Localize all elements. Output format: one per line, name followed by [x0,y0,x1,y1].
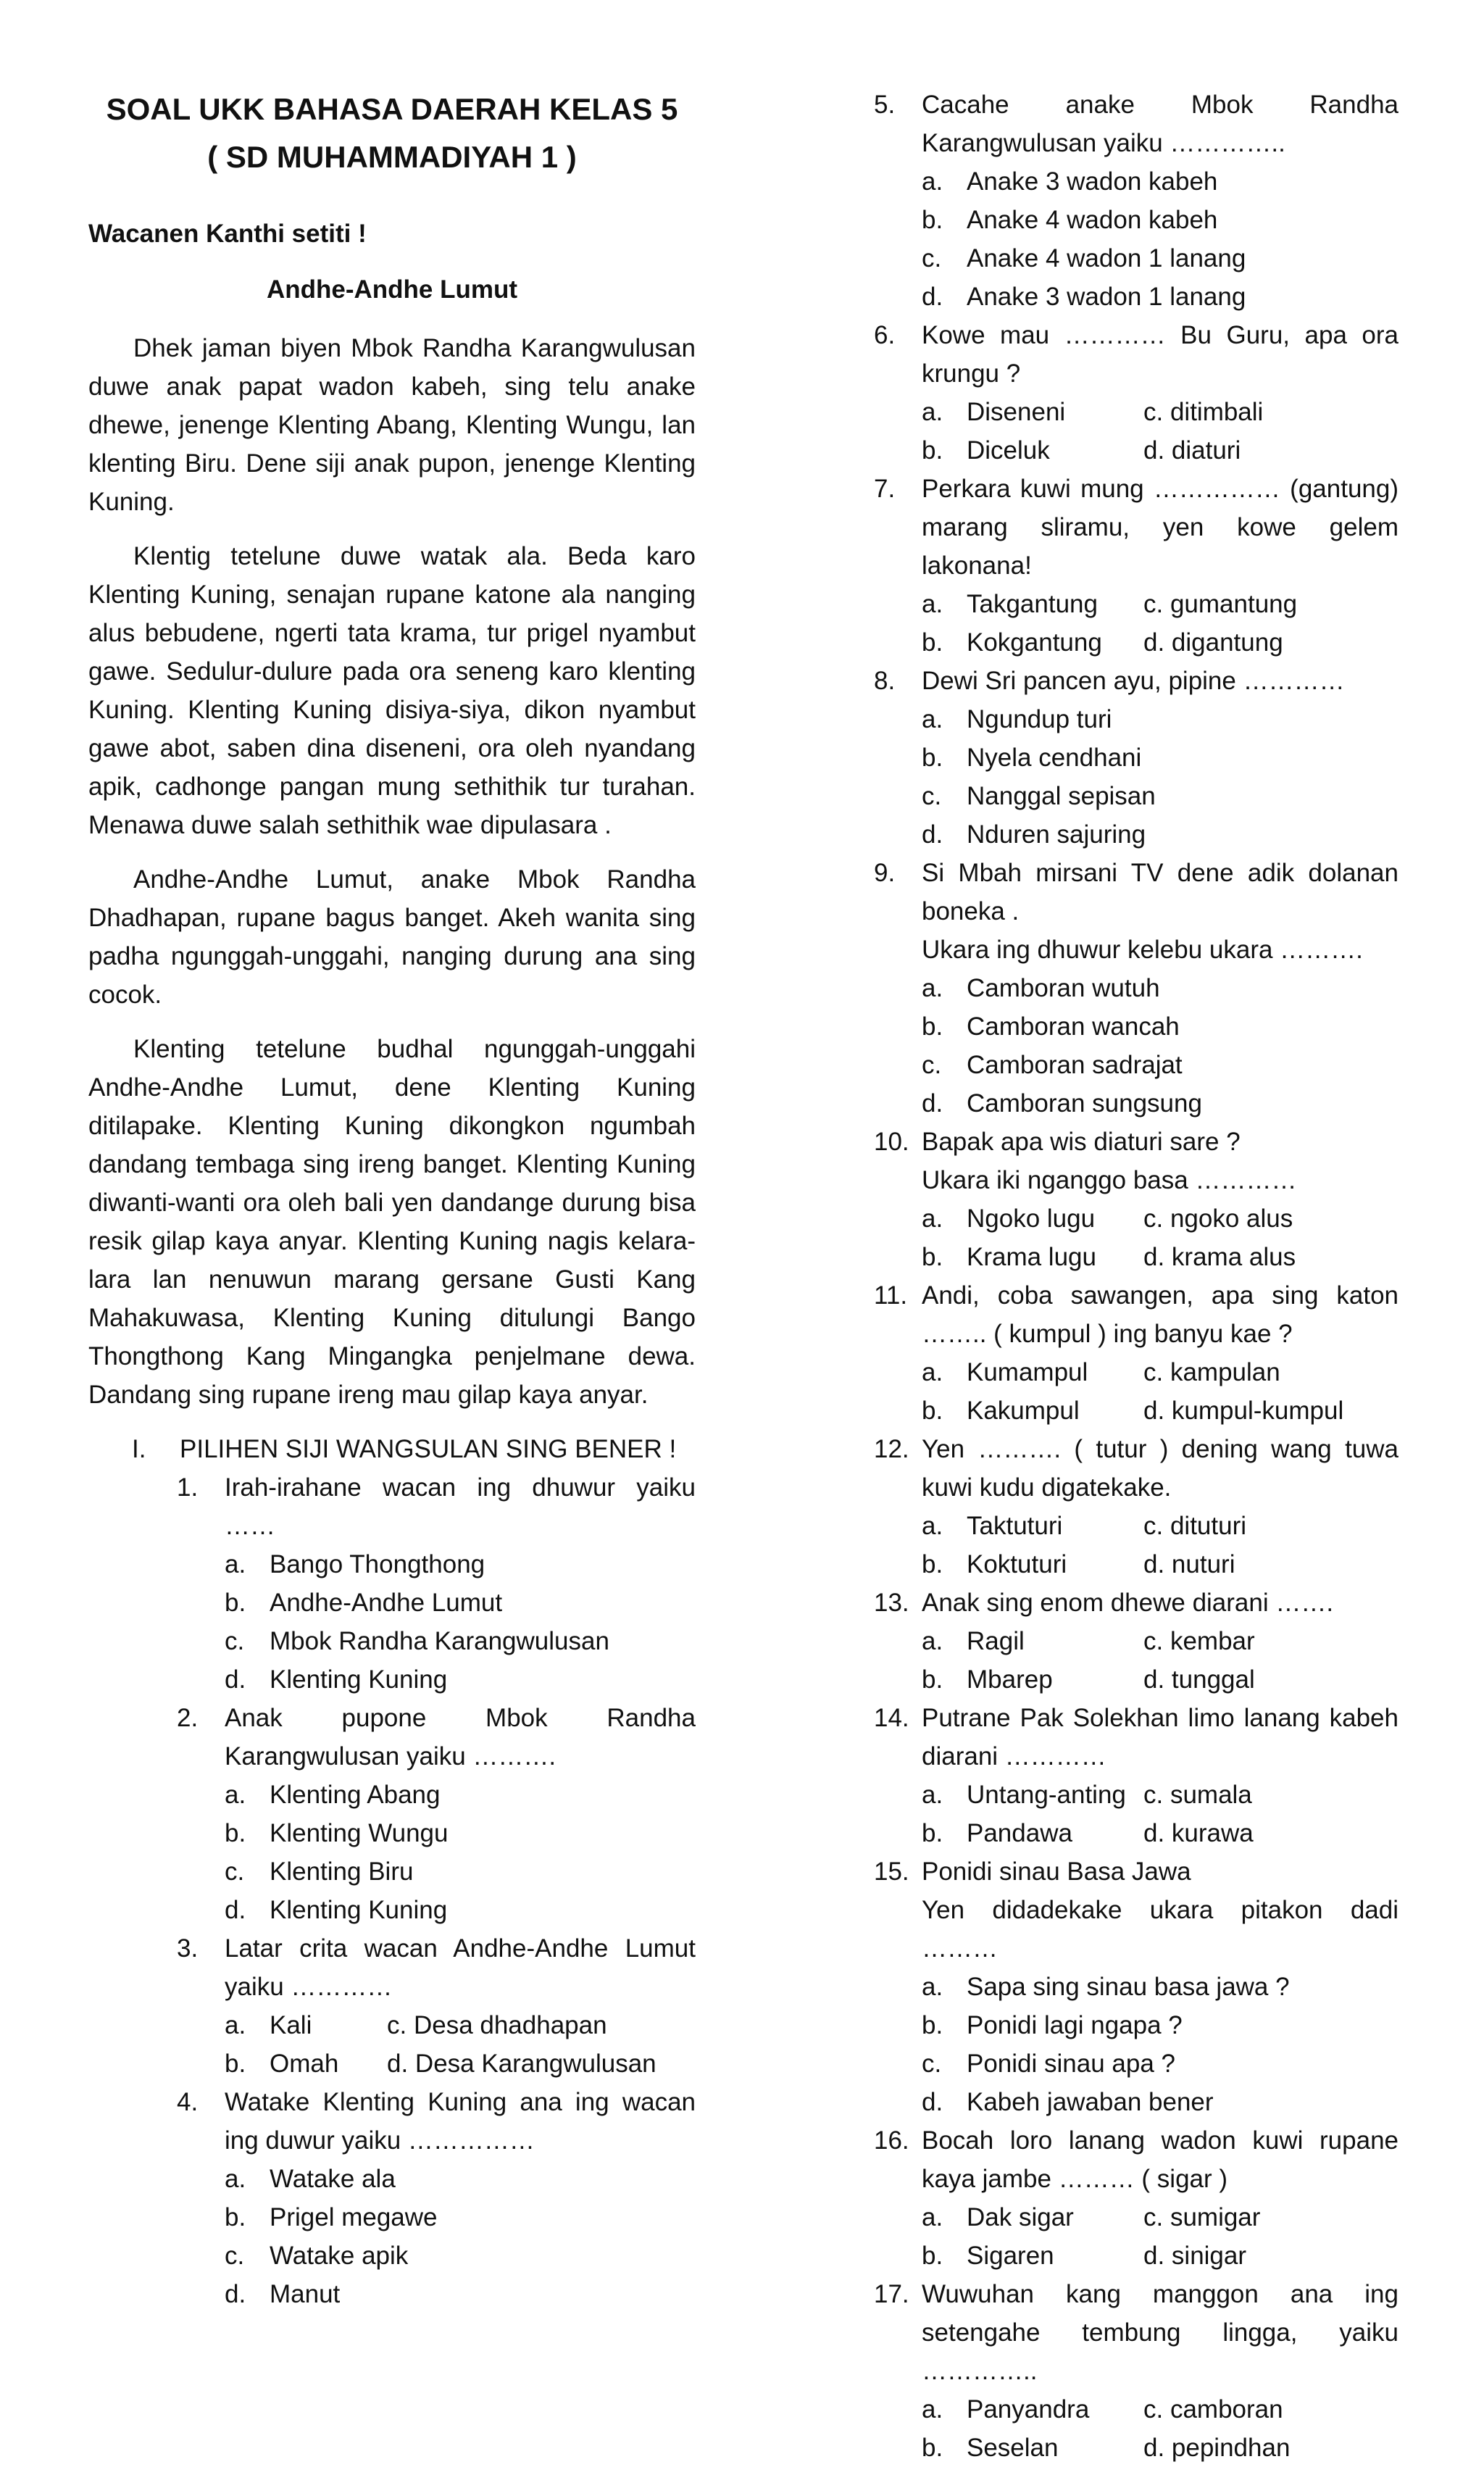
option-text: Bango Thongthong [270,1550,485,1578]
option-letter: a. [922,974,943,1002]
option-text: Prigel megawe [270,2203,438,2231]
answer-option [922,162,1398,201]
answer-option [225,1545,696,1584]
option-letter: c. [225,1627,245,1655]
option-text: d. tunggal [1143,1665,1255,1694]
question-number: 8. [874,667,896,695]
question-number: 17. [874,2280,909,2308]
option-letter: b. [922,2434,943,2462]
option-text: d. kurawa [1143,1819,1254,1847]
section-title: PILIHEN SIJI WANGSULAN SING BENER ! [180,1435,677,1463]
option-text: Ragil [967,1627,1025,1655]
answer-option [225,1622,696,1660]
option-text: c. ditimbali [1143,398,1264,426]
option-text: Klenting Abang [270,1781,441,1809]
option-text: Untang-anting [967,1781,1126,1809]
option-text: Manut [270,2280,341,2308]
answer-option [922,278,1398,316]
option-letter: b. [922,1665,943,1694]
question-text [922,1123,1398,1199]
question-text: Latar crita wacan Andhe-Andhe Lumut yaiku ………… [225,1934,696,2001]
option-text: Ponidi lagi ngapa ? [967,2011,1183,2039]
answer-option [922,1046,1398,1084]
option-text: Seselan [967,2434,1059,2462]
question [874,470,1398,585]
option-letter: a. [922,1973,943,2001]
answer-option [225,1852,696,1891]
answer-option [225,1776,696,1814]
question [874,2275,1398,2390]
answer-option-row [922,2390,1398,2429]
question-number: 16. [874,2126,909,2155]
question-number: 13. [874,1589,909,1617]
option-letter: b. [922,744,943,772]
option-letter: a. [922,2203,943,2231]
option-letter: b. [922,206,943,234]
option-text: Ponidi sinau apa ? [967,2050,1175,2078]
section-heading [132,1430,696,1468]
left-column [88,86,696,2313]
option-letter: b. [922,2242,943,2270]
question [874,1430,1398,1507]
question-number: 14. [874,1704,909,1732]
question-text: Watake Klenting Kuning ana ing wacan ing duwur yaiku …………… [225,2088,696,2155]
question-number: 6. [874,321,896,349]
answer-option [922,777,1398,815]
option-letter: b. [922,2011,943,2039]
answer-option-row [922,623,1398,662]
answer-option [922,2006,1398,2044]
option-letter: b. [225,2203,246,2231]
question [874,1852,1398,1968]
option-letter: b. [922,1243,943,1271]
option-text: Omah [270,2050,339,2078]
answer-option [225,1814,696,1852]
answer-option [922,1007,1398,1046]
answer-option-row [922,2429,1398,2467]
question-text: Anak pupone Mbok Randha Karangwulusan yaiku ………. [225,1704,696,1771]
answer-option-row [225,2044,696,2083]
answer-option [922,201,1398,239]
question [874,1123,1398,1199]
answer-option [225,2160,696,2198]
option-text: Kakumpul [967,1397,1080,1425]
question-text: Yen ………. ( tutur ) dening wang tuwa kuwi kudu digatekake. [922,1435,1398,1502]
question-text: Perkara kuwi mung …………… (gantung) marang sliramu, yen kowe gelem lakonana! [922,475,1398,580]
option-text: Diseneni [967,398,1066,426]
answer-option [922,1968,1398,2006]
question-number: 9. [874,859,896,887]
question-text [922,854,1398,969]
option-text: Panyandra [967,2395,1090,2424]
option-text: Anake 4 wadon kabeh [967,206,1218,234]
option-letter: b. [922,1819,943,1847]
page-subtitle: ( SD MUHAMMADIYAH 1 ) [207,140,577,174]
question-text: Bocah loro lanang wadon kuwi rupane kaya jambe ……… ( sigar ) [922,2126,1398,2193]
option-letter: d. [922,820,943,849]
option-letter: b. [922,1550,943,1578]
option-letter: c. [225,2242,245,2270]
option-text: Pandawa [967,1819,1072,1847]
question [177,2083,696,2160]
option-letter: a. [922,398,943,426]
option-letter: a. [922,167,943,196]
option-letter: a. [922,1781,943,1809]
reading-instruction: Wacanen Kanthi setiti ! [88,220,367,248]
question [874,662,1398,700]
answer-option [922,1084,1398,1123]
option-letter: d. [922,1089,943,1118]
question-text [922,1852,1398,1968]
answer-option [922,700,1398,739]
option-letter: d. [225,1896,246,1924]
option-letter: d. [922,283,943,311]
option-letter: d. [225,1665,246,1694]
option-letter: d. [225,2280,246,2308]
answer-option-row [922,1660,1398,1699]
option-text: Sigaren [967,2242,1054,2270]
question-text-line: Yen didadekake ukara pitakon dadi ……… [922,1896,1398,1963]
answer-option-row [922,1391,1398,1430]
answer-option-row [922,393,1398,431]
answer-option-row [922,1238,1398,1276]
question-number: 12. [874,1435,909,1463]
option-text: Klenting Kuning [270,1665,448,1694]
question-number: 2. [177,1704,199,1732]
option-text: c. gumantung [1143,590,1298,618]
answer-option [225,1891,696,1929]
option-text: Klenting Wungu [270,1819,449,1847]
story-paragraph: Klentig tetelune duwe watak ala. Beda karo Klenting Kuning, senajan rupane katone ala nanging alus bebudene, ngerti tata krama, tur prigel nyambut gawe. Sedulur-dulure pada ora seneng karo klenting Kuning. Klenting Kuning disiya-siya, dikon nyambut gawe abot, saben dina diseneni, ora oleh nyandang apik, cadhonge pangan mung sethithik tur turahan. Menawa duwe salah sethithik wae dipulasara . [88,542,696,839]
question-text: Wuwuhan kang manggon ana ing setengahe tembung lingga, yaiku ………….. [922,2280,1398,2385]
question-text-line: Bapak apa wis diaturi sare ? [922,1128,1241,1156]
option-text: Diceluk [967,436,1050,465]
option-letter: c. [922,782,942,810]
question-number: 1. [177,1473,199,1502]
option-letter: b. [225,1589,246,1617]
question [874,854,1398,969]
option-letter: c. [225,1857,245,1886]
question-text-line: Si Mbah mirsani TV dene adik dolanan boneka . [922,859,1398,925]
option-text: Anake 3 wadon 1 lanang [967,283,1246,311]
answer-option-row [922,1622,1398,1660]
option-text: c. ngoko alus [1143,1205,1293,1233]
question [177,1699,696,1776]
answer-option [922,815,1398,854]
option-text: c. kampulan [1143,1358,1280,1386]
option-letter: b. [922,1012,943,1041]
option-text: Krama lugu [967,1243,1096,1271]
answer-option-row [922,2198,1398,2237]
answer-option [225,2275,696,2313]
option-text: d. sinigar [1143,2242,1247,2270]
question-text-line: Ukara ing dhuwur kelebu ukara ………. [922,936,1363,964]
option-text: Nyela cendhani [967,744,1142,772]
option-letter: b. [922,436,943,465]
option-letter: a. [225,2011,246,2039]
question-number: 3. [177,1934,199,1963]
option-text: Kokgantung [967,628,1102,657]
question-number: 11. [874,1281,908,1310]
answer-option-row [922,1776,1398,1814]
option-text: Koktuturi [967,1550,1067,1578]
option-text: Nanggal sepisan [967,782,1156,810]
option-letter: a. [922,1205,943,1233]
option-text: c. sumala [1143,1781,1252,1809]
question-text: Cacahe anake Mbok Randha Karangwulusan yaiku ………….. [922,91,1398,157]
option-text: c. Desa dhadhapan [387,2011,607,2039]
answer-option-row [922,585,1398,623]
option-letter: a. [922,705,943,733]
option-text: c. sumigar [1143,2203,1261,2231]
question-text: Dewi Sri pancen ayu, pipine ………… [922,667,1345,695]
option-letter: c. [922,1051,942,1079]
option-text: d. Desa Karangwulusan [387,2050,656,2078]
option-text: Watake ala [270,2165,396,2193]
question-text: Putrane Pak Solekhan limo lanang kabeh diarani ………… [922,1704,1398,1771]
answer-option-row [922,1545,1398,1584]
option-text: Sapa sing sinau basa jawa ? [967,1973,1290,2001]
answer-option-row [922,431,1398,470]
option-letter: b. [922,1397,943,1425]
answer-option [225,1584,696,1622]
option-letter: a. [225,1781,246,1809]
option-text: Mbok Randha Karangwulusan [270,1627,609,1655]
question-number: 4. [177,2088,199,2116]
option-letter: a. [225,2165,246,2193]
answer-option [225,2198,696,2237]
question [177,1468,696,1545]
answer-option-row [922,2237,1398,2275]
answer-option [922,2044,1398,2083]
option-letter: a. [922,2395,943,2424]
question-text: Andi, coba sawangen, apa sing katon …….. ( kumpul ) ing banyu kae ? [922,1281,1398,1348]
option-text: Mbarep [967,1665,1053,1694]
option-text: Watake apik [270,2242,409,2270]
option-text: Anake 3 wadon kabeh [967,167,1218,196]
option-letter: b. [225,1819,246,1847]
story-paragraph: Dhek jaman biyen Mbok Randha Karangwulusan duwe anak papat wadon kabeh, sing telu anake dhewe, jenenge Klenting Abang, Klenting Wungu, lan klenting Biru. Dene siji anak pupon, jenenge Klenting Kuning. [88,334,696,516]
option-letter: b. [225,2050,246,2078]
option-letter: a. [225,1550,246,1578]
answer-option [922,2083,1398,2121]
option-text: Ngundup turi [967,705,1112,733]
option-text: Camboran wutuh [967,974,1160,1002]
section-number: I. [132,1435,146,1463]
option-text: Dak sigar [967,2203,1074,2231]
answer-option-row [225,2006,696,2044]
option-text: Anake 4 wadon 1 lanang [967,244,1246,273]
answer-option-row [922,1353,1398,1391]
option-text: d. diaturi [1143,436,1241,465]
option-text: Camboran sungsung [967,1089,1202,1118]
question [874,1584,1398,1622]
option-text: Kumampul [967,1358,1088,1386]
option-text: d. krama alus [1143,1243,1296,1271]
question-number: 10. [874,1128,909,1156]
story-title: Andhe-Andhe Lumut [266,275,518,304]
option-text: Kabeh jawaban bener [967,2088,1214,2116]
question [874,1276,1398,1353]
option-letter: b. [922,628,943,657]
question-number: 5. [874,91,896,119]
option-text: d. kumpul-kumpul [1143,1397,1344,1425]
option-letter: a. [922,1358,943,1386]
question [874,2121,1398,2198]
option-text: c. camboran [1143,2395,1283,2424]
option-letter: c. [922,244,942,273]
option-letter: a. [922,1627,943,1655]
option-text: Ngoko lugu [967,1205,1096,1233]
option-text: Klenting Kuning [270,1896,448,1924]
answer-option-row [922,1814,1398,1852]
story-paragraph: Klenting tetelune budhal ngunggah-unggahi Andhe-Andhe Lumut, dene Klenting Kuning ditilapake. Klenting Kuning dikongkon ngumbah dandang tembaga sing ireng banget. Klenting Kuning diwanti-wanti ora oleh bali yen dandange durung bisa resik gilap kaya anyar. Klenting Kuning nagis kelara-lara lan nenuwun marang gersane Gusti Kang Mahakuwasa, Klenting Kuning ditulungi Bango Thongthong Kang Mingangka penjelmane dewa. Dandang sing rupane ireng mau gilap kaya anyar. [88,1035,696,1409]
question-text: Kowe mau ………… Bu Guru, apa ora krungu ? [922,321,1398,388]
option-text: c. kembar [1143,1627,1255,1655]
question [874,1699,1398,1776]
answer-option [225,2237,696,2275]
option-text: c. dituturi [1143,1512,1246,1540]
option-text: Klenting Biru [270,1857,414,1886]
question [874,316,1398,393]
option-text: Taktuturi [967,1512,1063,1540]
question-number: 7. [874,475,896,503]
question-text: Irah-irahane wacan ing dhuwur yaiku …… [225,1473,696,1540]
right-column [874,86,1398,2467]
option-letter: a. [922,1512,943,1540]
option-text: Camboran sadrajat [967,1051,1183,1079]
page-title: SOAL UKK BAHASA DAERAH KELAS 5 [106,92,678,126]
question [874,86,1398,162]
question [177,1929,696,2006]
option-text: d. pepindhan [1143,2434,1291,2462]
option-text: Kali [270,2011,312,2039]
answer-option [225,1660,696,1699]
answer-option [922,739,1398,777]
question-text-line: Ponidi sinau Basa Jawa [922,1857,1191,1886]
option-letter: c. [922,2050,942,2078]
option-text: d. digantung [1143,628,1283,657]
option-text: d. nuturi [1143,1550,1235,1578]
story-paragraph: Andhe-Andhe Lumut, anake Mbok Randha Dhadhapan, rupane bagus banget. Akeh wanita sing padha ngunggah-unggahi, nanging durung ana sing cocok. [88,865,696,1009]
option-text: Nduren sajuring [967,820,1146,849]
answer-option-row [922,1199,1398,1238]
question-number: 15. [874,1857,909,1886]
option-letter: d. [922,2088,943,2116]
question-text: Anak sing enom dhewe diarani ……. [922,1589,1334,1617]
answer-option [922,969,1398,1007]
question-text-line: Ukara iki nganggo basa ………… [922,1166,1297,1194]
answer-option-row [922,1507,1398,1545]
option-text: Andhe-Andhe Lumut [270,1589,503,1617]
option-letter: a. [922,590,943,618]
answer-option [922,239,1398,278]
option-text: Takgantung [967,590,1098,618]
option-text: Camboran wancah [967,1012,1180,1041]
